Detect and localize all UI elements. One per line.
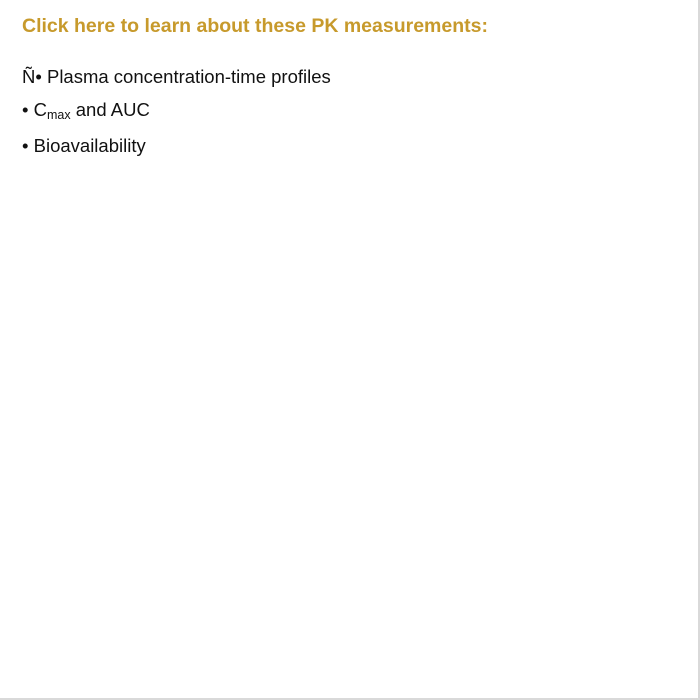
cmax-c: C [33, 99, 47, 120]
cmax-subscript: max [47, 108, 71, 122]
list-item-plasma-profiles[interactable] [22, 60, 331, 93]
list-item-label: Plasma concentration-time profiles [46, 66, 331, 87]
bullet-prefix: Ñ• [22, 66, 47, 87]
list-item-cmax-auc[interactable] [22, 93, 331, 129]
list-item-label-rest: and AUC [70, 99, 150, 120]
pk-measurements-list [22, 60, 331, 162]
bullet-prefix: • [22, 135, 34, 156]
pk-measurements-link[interactable]: Click here to learn about these PK measurements: [22, 15, 488, 37]
list-item-bioavailability[interactable] [22, 129, 331, 162]
bullet-prefix: • [22, 99, 34, 120]
list-item-label: Bioavailability [33, 135, 146, 156]
